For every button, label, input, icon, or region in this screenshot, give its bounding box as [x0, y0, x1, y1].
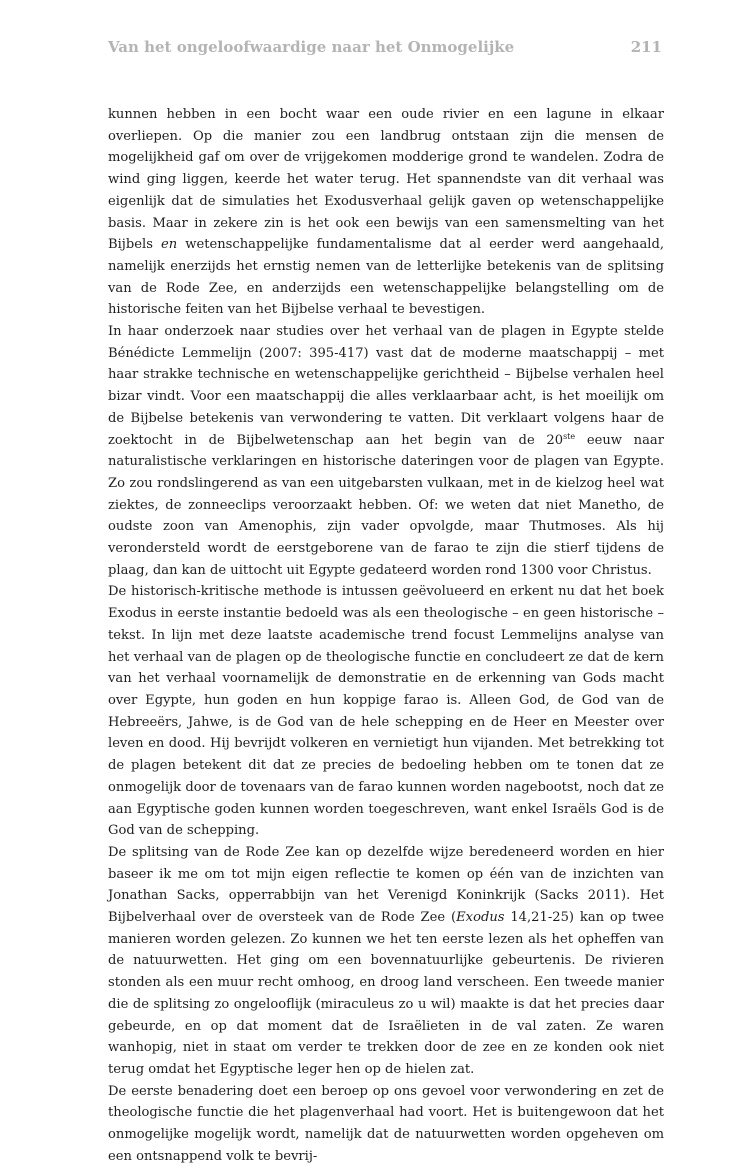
paragraph-5-text: De eerste benadering doet een beroep op ons gevoel voor verwondering en zet de theologische functie die het plagenverhaal had voort. Het is buitengewoon dat het onmogelijke mogelijk wordt, namelijk dat de natuurwetten worden opgeheven om een ontsnappend volk te bevrij-	[108, 1083, 664, 1164]
paragraph-4-emphasis: Exodus	[456, 910, 505, 926]
paragraph-1-text-a: kunnen hebben in een bocht waar een oude rivier en een lagune in elkaar overliepen. Op die manier zou een landbrug ontstaan zijn die mensen de mogelijkheid gaf om over de vrijgekomen modderige grond te wandelen. Zodra de wind ging liggen, keerde het water terug. Het spannendste van dit verhaal was eigenlijk dat de simulaties het Exodusverhaal gelijk gaven op wetenschappelijke basis. Maar in zekere zin is het ook een bewijs van een samensmelting van het Bijbels	[108, 107, 664, 253]
running-header-title: Van het ongeloofwaardige naar het Onmogelijke	[108, 38, 515, 56]
running-header	[108, 38, 662, 62]
paragraph-2	[108, 321, 664, 581]
body-text	[108, 104, 664, 1167]
paragraph-3-text: De historisch-kritische methode is intussen geëvolueerd en erkent nu dat het boek Exodus in eerste instantie bedoeld was als een theologische – en geen historische – tekst. In lijn met deze laatste academische trend focust Lemmelijns analyse van het verhaal van de plagen op de theologische functie en concludeert ze dat de kern van het verhaal voornamelijk de demonstratie en de erkenning van Gods macht over Egypte, hun goden en hun koppige farao is. Alleen God, de God van de Hebreeërs, Jahwe, is de God van de hele schepping en de Heer en Meester over leven en dood. Hij bevrijdt volkeren en vernietigt hun vijanden. Met betrekking tot de plagen betekent dit dat ze precies de bedoeling hebben om te tonen dat ze onmogelijk door de tovenaars van de farao kunnen worden nagebootst, noch dat ze aan Egyptische goden kunnen worden toegeschreven, want enkel Israëls God is de God van de schepping.	[108, 584, 664, 839]
paragraph-2-text-b: eeuw naar naturalistische verklaringen en historische dateringen voor de plagen van Egypte. Zo zou rondslingerend as van een uitgebarsten vulkaan, met in de kielzog heel wat ziektes, de zonneeclips veroorzaakt hebben. Of: we weten dat niet Manetho, de oudste zoon van Amenophis, zijn vader opvolgde, maar Thutmoses. Als hij verondersteld wordt de eerstgeborene van de farao te zijn die stierf tijdens de plaag, dan kan de uittocht uit Egypte gedateerd worden rond 1300 voor Christus.	[108, 432, 664, 578]
paragraph-1-text-b: wetenschappelijke fundamentalisme dat al eerder werd aangehaald, namelijk enerzijds het ernstig nemen van de letterlijke betekenis van de splitsing van de Rode Zee, en anderzijds een wetenschappelijke belangstelling om de historische feiten van het Bijbelse verhaal te bevestigen.	[108, 237, 664, 318]
paragraph-4-text-a: De splitsing van de Rode Zee kan op dezelfde wijze beredeneerd worden en hier baseer ik me om tot mijn eigen reflectie te komen op één van de inzichten van Jonathan Sacks, opperrabbijn van het Verenigd Koninkrijk (Sacks 2011). Het Bijbelverhaal over de oversteek van de Rode Zee (	[108, 844, 664, 926]
paragraph-4-text-b: 14,21-25) kan op twee manieren worden gelezen. Zo kunnen we het ten eerste lezen als het opheffen van de natuurwetten. Het ging om een bovennatuurlijke gebeurtenis. De rivieren stonden als een muur recht omhoog, en droog land verscheen. Een tweede manier die de splitsing zo ongelooflijk (miraculeus zo u wil) maakte is dat het precies daar gebeurde, en op dat moment dat de Israëlieten in de val zaten. Ze waren wanhopig, niet in staat om verder te trekken door de zee en ze konden ook niet terug omdat het Egyptische leger hen op de hielen zat.	[108, 910, 664, 1077]
paragraph-2-superscript: ste	[563, 431, 576, 441]
page-number: 211	[630, 38, 662, 56]
paragraph-3	[108, 581, 664, 841]
paragraph-5	[108, 1081, 664, 1167]
paragraph-1-emphasis: en	[160, 237, 178, 253]
paragraph-1	[108, 104, 664, 321]
paragraph-4	[108, 842, 664, 1081]
paragraph-2-text-a: In haar onderzoek naar studies over het verhaal van de plagen in Egypte stelde Bénédicte Lemmelijn (2007: 395-417) vast dat de moderne maatschappij – met haar strakke technische en wetenschappelijke gerichtheid – Bijbelse verhalen heel bizar vindt. Voor een maatschappij die alles verklaarbaar acht, is het moeilijk om de Bijbelse betekenis van verwondering te vatten. Dit verklaart volgens haar de zoektocht in de Bijbelwetenschap aan het begin van de 20	[108, 324, 664, 448]
